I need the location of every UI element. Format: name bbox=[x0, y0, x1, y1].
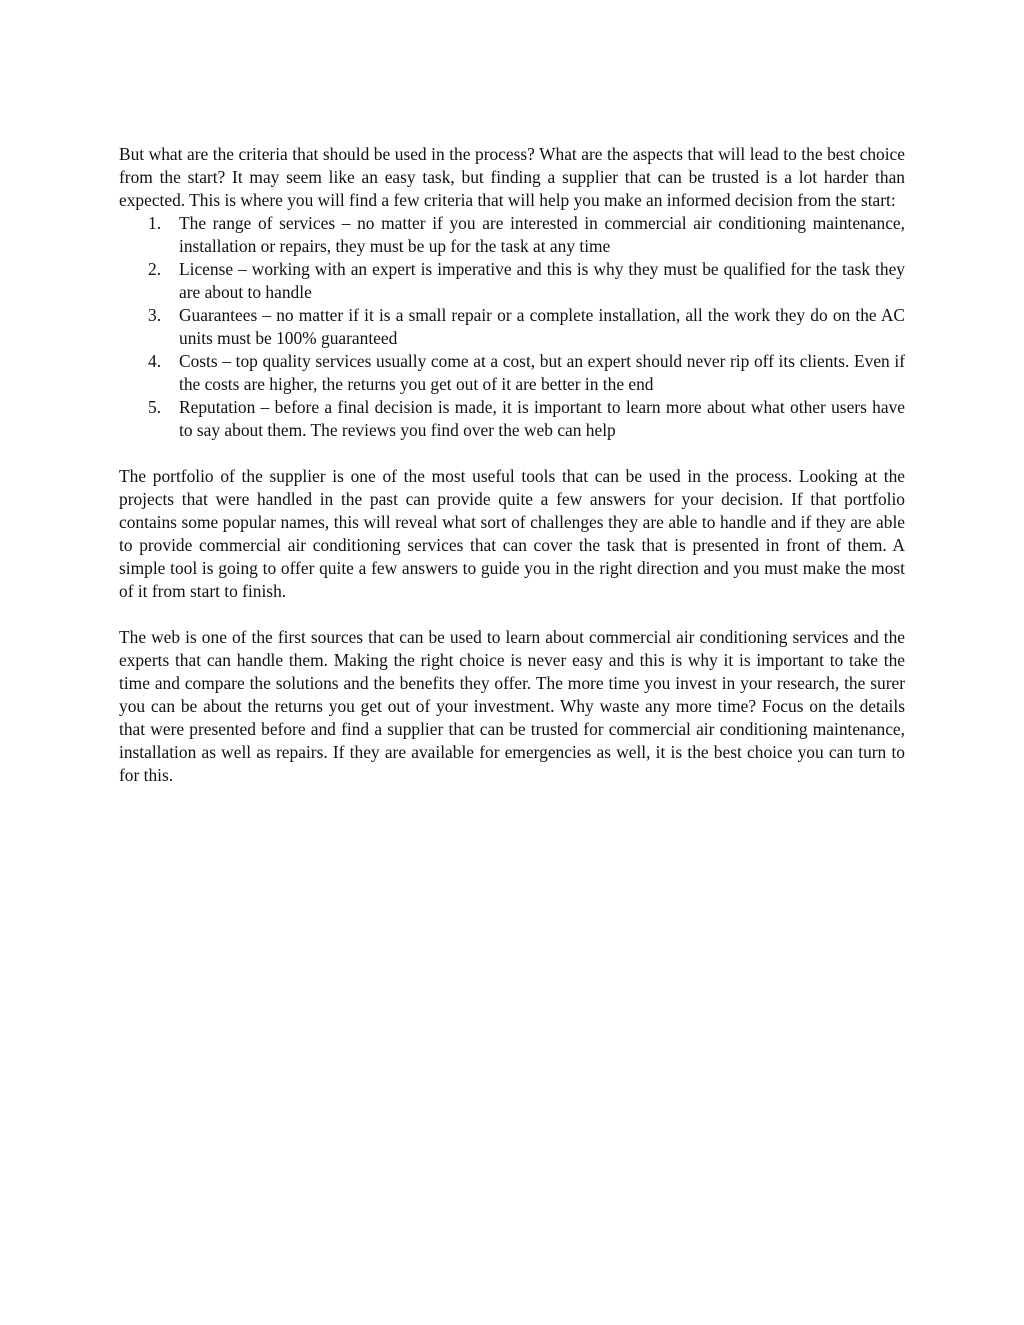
list-item-number: 3. bbox=[148, 305, 162, 325]
web-sources-paragraph: The web is one of the first sources that can be used to learn about commercial air conditioning services and the experts that can handle them. Making the right choice is never easy and this is why it is important to take the time and compare the solutions and the benefits they offer. The more time you invest in your research, the surer you can be about the returns you get out of your investment. Why waste any more time? Focus on the details that were presented before and find a supplier that can be trusted for commercial air conditioning maintenance, installation as well as repairs. If they are available for emergencies as well, it is the best choice you can turn to for this. bbox=[119, 627, 905, 785]
list-item-number: 5. bbox=[148, 397, 162, 417]
intro-paragraph: But what are the criteria that should be used in the process? What are the aspects that will lead to the best choice from the start? It may seem like an easy task, but finding a supplier that can be trusted is a lot harder than expected. This is where you will find a few criteria that will help you make an informed decision from the start: bbox=[119, 144, 905, 210]
list-item-text: Costs – top quality services usually come at a cost, but an expert should never rip off its clients. Even if the costs are higher, the returns you get out of it are better in the end bbox=[179, 351, 905, 394]
list-item-number: 2. bbox=[148, 259, 162, 279]
list-item-text: License – working with an expert is imperative and this is why they must be qualified for the task they are about to handle bbox=[179, 259, 905, 302]
list-item-text: The range of services – no matter if you are interested in commercial air conditioning maintenance, installation or repairs, they must be up for the task at any time bbox=[179, 213, 905, 256]
document-page bbox=[119, 143, 905, 787]
portfolio-paragraph: The portfolio of the supplier is one of the most useful tools that can be used in the process. Looking at the projects that were handled in the past can provide quite a few answers for your decision. If that portfolio contains some popular names, this will reveal what sort of challenges they are able to handle and if they are able to provide commercial air conditioning services that can cover the task that is presented in front of them. A simple tool is going to offer quite a few answers to guide you in the right direction and you must make the most of it from start to finish. bbox=[119, 466, 905, 601]
list-item bbox=[119, 212, 905, 258]
list-item-number: 4. bbox=[148, 351, 162, 371]
list-item bbox=[119, 258, 905, 304]
list-item bbox=[119, 304, 905, 350]
list-item bbox=[119, 350, 905, 396]
list-item-text: Reputation – before a final decision is made, it is important to learn more about what other users have to say about them. The reviews you find over the web can help bbox=[179, 397, 905, 440]
list-item bbox=[119, 396, 905, 442]
criteria-list bbox=[119, 212, 905, 442]
list-item-number: 1. bbox=[148, 213, 162, 233]
list-item-text: Guarantees – no matter if it is a small repair or a complete installation, all the work they do on the AC units must be 100% guaranteed bbox=[179, 305, 905, 348]
